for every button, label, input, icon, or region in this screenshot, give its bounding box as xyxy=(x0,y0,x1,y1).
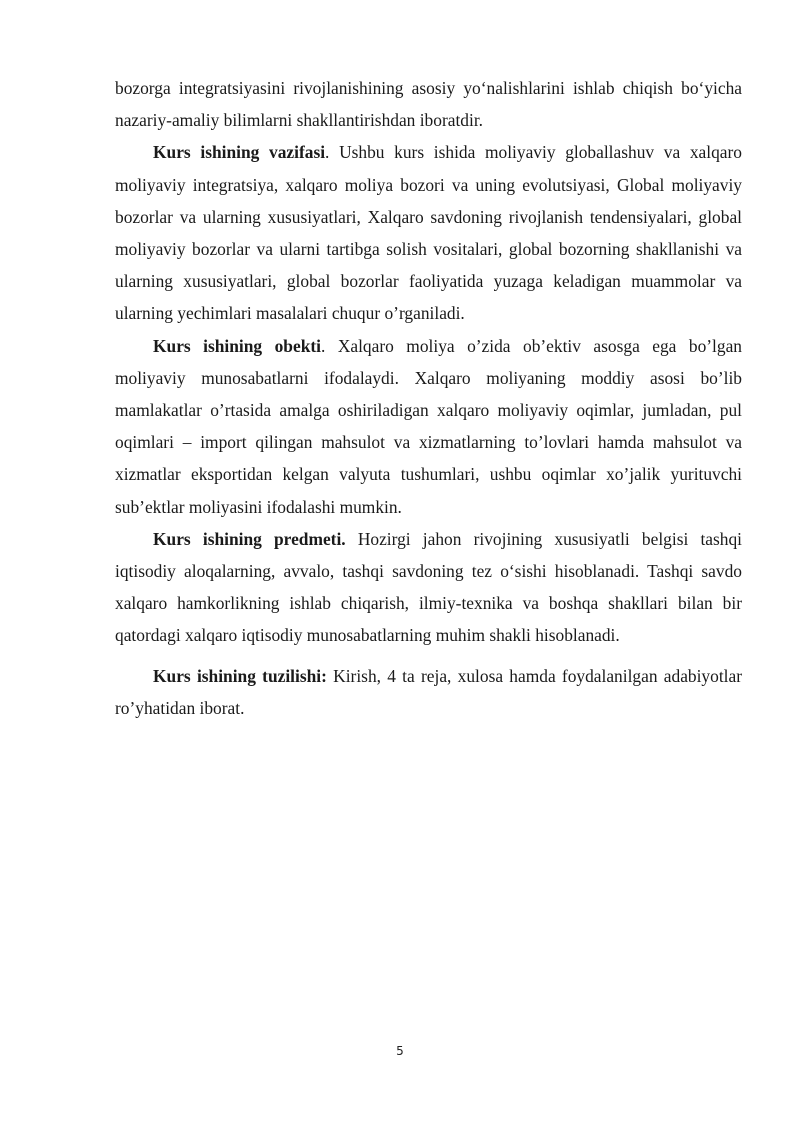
paragraph-course-structure xyxy=(115,660,742,724)
paragraph-text: Hozirgi jahon rivojining xususiyatli belgisi tashqi iqtisodiy aloqalarning, avvalo, tashqi savdoning tez o‘sishi hisoblanadi. Tashqi savdo xalqaro hamkorlikning ishlab chiqarish, ilmiy-texnika va boshqa shakllari bilan bir qatordagi xalqaro iqtisodiy munosabatlarning muhim shakli hisoblanadi. xyxy=(115,528,743,646)
paragraph-text: bozorga integratsiyasini rivojlanishining asosiy yo‘nalishlarini ishlab chiqish bo‘yicha nazariy-amaliy bilimlarni shakllantirishdan iboratdir. xyxy=(115,78,742,131)
paragraph-heading-structure: Kurs ishining tuzilishi: xyxy=(153,665,327,686)
page-number: 5 xyxy=(396,1044,404,1058)
paragraph-text: . Xalqaro moliya o’zida ob’ektiv asosga ega bo’lgan moliyaviy munosabatlarni ifodalaydi. Xalqaro moliyaning moddiy asosi bo’lib mamlakatlar o’rtasida amalga oshiriladigan xalqaro moliyaviy oqimlar, jumladan, pul oqimlari – import qilingan mahsulot va xizmatlarning to’lovlari hamda mahsulot va xizmatlar eksportidan kelgan valyuta tushumlari, ushbu oqimlar xo’jalik yurituvchi sub’ektlar moliyasini ifodalashi mumkin. xyxy=(115,335,742,517)
document-body xyxy=(115,72,742,724)
paragraph-course-tasks xyxy=(115,136,742,329)
paragraph-heading-object: Kurs ishining obekti xyxy=(153,335,321,356)
paragraph-heading-subject: Kurs ishining predmeti. xyxy=(153,528,346,549)
paragraph-text: . Ushbu kurs ishida moliyaviy globallashuv va xalqaro moliyaviy integratsiya, xalqaro moliya bozori va uning evolutsiyasi, Global moliyaviy bozorlar va ularning xususiyatlari, Xalqaro savdoning rivojlanish tendensiyalari, global moliyaviy bozorlar va ularni tartibga solish vositalari, global bozorning shakllanishi va ularning xususiyatlari, global bozorlar faoliyatida yuzaga keladigan muammolar va ularning yechimlari masalalari chuqur o’rganiladi. xyxy=(115,142,742,324)
paragraph-text: Kirish, 4 ta reja, xulosa hamda foydalanilgan adabiyotlar ro’yhatidan iborat. xyxy=(115,665,743,718)
paragraph-course-subject xyxy=(115,523,742,652)
paragraph-course-object xyxy=(115,330,742,523)
paragraph-intro-continuation xyxy=(115,72,742,136)
paragraph-heading-tasks: Kurs ishining vazifasi xyxy=(153,142,326,163)
